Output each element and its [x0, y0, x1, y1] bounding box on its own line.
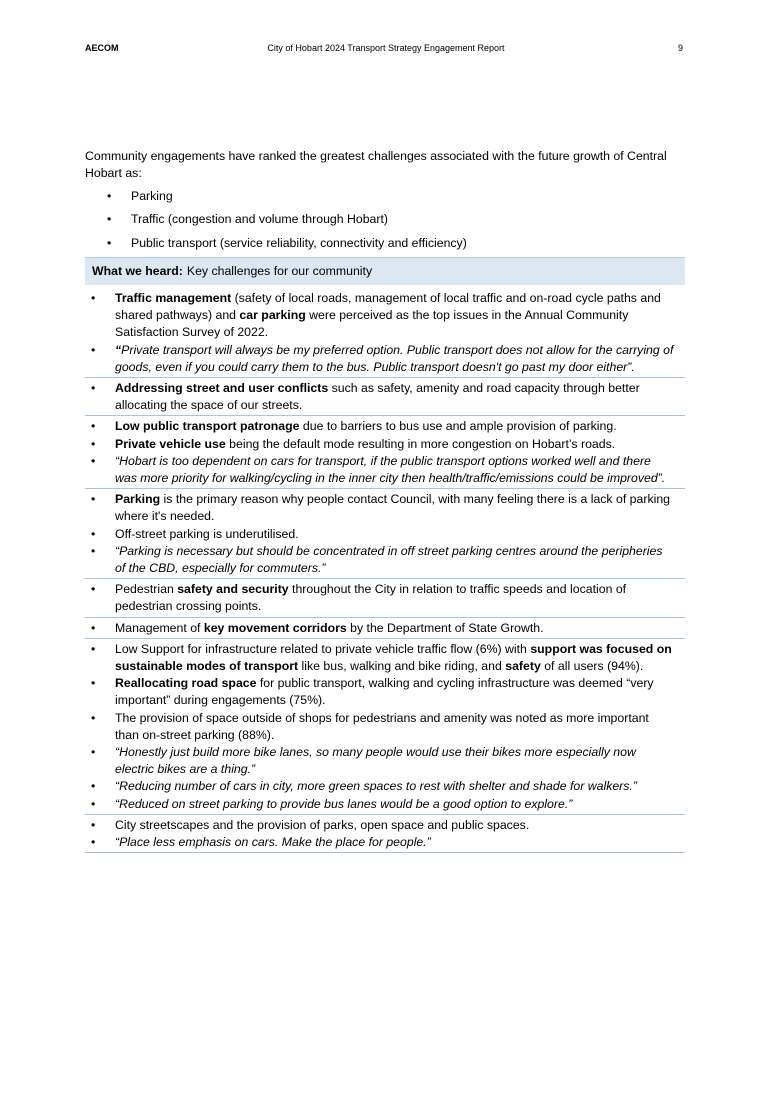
challenge-item: • Public transport (service reliability, connectivity and efficiency)	[107, 235, 467, 250]
org-name: AECOM	[85, 43, 119, 53]
body-text: The provision of space outside of shops for pedestrians and amenity was noted as more important than on-street parking (88%).	[115, 710, 649, 742]
item-text	[115, 527, 299, 541]
emphasis-text: Addressing street and user conflicts	[115, 381, 329, 396]
item-text	[115, 343, 673, 374]
emphasis-text: Low public transport patronage	[115, 419, 300, 434]
bullet-icon: •	[107, 212, 112, 227]
bullet-icon: •	[91, 526, 96, 541]
item-text	[115, 621, 544, 635]
finding-group	[85, 639, 685, 815]
item-text	[115, 835, 431, 849]
finding-group	[85, 618, 685, 639]
finding-group	[85, 378, 685, 416]
finding-item	[85, 418, 685, 435]
body-text: “Reducing number of cars in city, more green spaces to rest with shelter and shade for walkers.”	[115, 779, 637, 794]
emphasis-text: Parking	[115, 492, 161, 507]
bullet-icon: •	[91, 453, 96, 468]
item-text	[115, 381, 640, 412]
body-text: (safety of local roads, management of local traffic and on-road cycle paths and shared pathways) and	[115, 291, 661, 323]
intro-section	[85, 148, 685, 258]
item-text	[115, 454, 665, 485]
what-we-heard-table	[85, 257, 685, 853]
challenge-list	[85, 188, 685, 258]
bullet-icon: •	[91, 676, 96, 691]
bullet-icon: •	[91, 817, 96, 832]
community-quote	[85, 543, 685, 577]
emphasis-text: key movement corridors	[203, 620, 347, 635]
body-text: for public transport, walking and cycling infrastructure was deemed “very important” during engagements (75%).	[115, 676, 654, 708]
community-quote	[85, 796, 685, 813]
bullet-icon: •	[91, 436, 96, 451]
item-text	[115, 779, 637, 793]
finding-group	[85, 489, 685, 579]
finding-item	[85, 290, 685, 342]
finding-item	[85, 380, 685, 414]
bullet-icon: •	[107, 189, 112, 203]
body-text: of all users (94%).	[540, 659, 644, 674]
emphasis-text: car parking	[239, 308, 306, 323]
bullet-icon: •	[91, 381, 96, 396]
body-text: “Honestly just build more bike lanes, so many people would use their bikes more especially now electric bikes are a thing.”	[115, 745, 636, 777]
item-text	[115, 745, 636, 776]
finding-group	[85, 416, 685, 489]
emphasis-text: safety and security	[177, 582, 289, 597]
finding-group	[85, 579, 685, 617]
bullet-icon: •	[91, 582, 96, 597]
page-number: 9	[677, 43, 683, 53]
finding-item	[85, 526, 685, 543]
what-we-heard-header	[85, 257, 685, 285]
body-text: were perceived as the top issues in the Annual Community Satisfaction Survey of 2022.	[115, 308, 629, 340]
item-text	[115, 291, 661, 339]
body-text: Off-street parking is underutilised.	[115, 526, 299, 541]
item-text	[115, 642, 672, 673]
bullet-icon: •	[91, 641, 96, 656]
body-text: City streetscapes and the provision of parks, open space and public spaces.	[115, 817, 530, 832]
what-we-heard-label: What we heard:	[92, 263, 183, 278]
body-text: Pedestrian	[115, 582, 178, 597]
bullet-icon: •	[91, 779, 96, 794]
challenge-item: • Parking	[107, 189, 173, 203]
body-text: Private transport will always be my preferred option. Public transport does not allow for the carrying of goods, even if you could carry them to the bus. Public transport doesn't go past my door either”.	[115, 342, 674, 374]
finding-group	[85, 285, 685, 378]
item-text	[115, 544, 663, 575]
finding-item	[85, 436, 685, 453]
finding-item	[85, 710, 685, 744]
bullet-icon: •	[91, 835, 96, 850]
finding-item	[85, 620, 685, 637]
item-text	[115, 676, 654, 707]
body-text: due to barriers to bus use and ample provision of parking.	[299, 419, 617, 434]
item-text	[115, 711, 649, 742]
finding-item	[85, 581, 685, 615]
community-quote	[85, 453, 685, 487]
bullet-icon: •	[91, 796, 96, 811]
emphasis-text: Traffic management	[115, 291, 232, 305]
bullet-icon: •	[107, 235, 112, 250]
body-text: Low Support for infrastructure related to private vehicle traffic flow (6%) with	[115, 641, 531, 656]
bullet-icon: •	[91, 710, 96, 725]
finding-item	[85, 675, 685, 709]
item-text	[115, 797, 572, 811]
bullet-icon: •	[91, 419, 96, 434]
body-text: “Place less emphasis on cars. Make the place for people.”	[115, 835, 431, 850]
challenge-item: • Traffic (congestion and volume through Hobart)	[107, 212, 389, 227]
bullet-icon: •	[91, 291, 96, 305]
bullet-icon: •	[91, 342, 96, 357]
finding-item	[85, 491, 685, 525]
body-text: Management of	[115, 620, 204, 635]
bullet-icon: •	[91, 543, 96, 558]
bullet-icon: •	[91, 492, 96, 507]
emphasis-text: Reallocating road space	[115, 676, 257, 691]
document-title: City of Hobart 2024 Transport Strategy Engagement Report	[267, 43, 505, 53]
bullet-icon: •	[91, 620, 96, 635]
item-text	[115, 492, 670, 523]
emphasis-text: support was focused on sustainable modes of transport	[115, 641, 672, 674]
body-text: “Hobart is too dependent on cars for transport, if the public transport options worked well and there was more priority for walking/cycling in the inner city then health/traffic/emissions could be improved”.	[115, 453, 666, 486]
item-text	[115, 582, 626, 613]
item-text	[115, 818, 529, 832]
community-quote	[85, 778, 685, 795]
body-text: is the primary reason why people contact Council, with many feeling there is a lack of parking where it's needed.	[115, 492, 670, 524]
emphasis-text: “	[115, 342, 122, 357]
emphasis-text: safety	[505, 659, 541, 674]
body-text: “Parking is necessary but should be concentrated in off street parking centres around the peripheries of the CBD, especially for commuters.”	[115, 543, 663, 576]
body-text: like bus, walking and bike riding, and	[298, 659, 506, 674]
body-text: being the default mode resulting in more congestion on Hobart’s roads.	[225, 436, 616, 451]
finding-item	[85, 641, 685, 675]
body-text: by the Department of State Growth.	[346, 620, 544, 635]
finding-group	[85, 815, 685, 853]
page-header	[85, 43, 687, 57]
item-text	[115, 419, 617, 433]
intro-paragraph: Community engagements have ranked the greatest challenges associated with the future growth of Central Hobart as:	[85, 149, 667, 180]
body-text: such as safety, amenity and road capacity through better allocating the space of our streets.	[115, 381, 640, 413]
community-quote	[85, 744, 685, 778]
bullet-icon: •	[91, 745, 96, 760]
item-text	[115, 437, 615, 451]
body-text: “Reduced on street parking to provide bus lanes would be a good option to explore.”	[115, 796, 573, 811]
community-quote	[85, 834, 685, 851]
finding-groups	[85, 285, 685, 853]
community-quote	[85, 342, 685, 376]
body-text: throughout the City in relation to traffic speeds and location of pedestrian crossing points.	[115, 582, 627, 614]
finding-item	[85, 817, 685, 834]
emphasis-text: Private vehicle use	[115, 436, 226, 451]
what-we-heard-title: Key challenges for our community	[186, 263, 373, 278]
